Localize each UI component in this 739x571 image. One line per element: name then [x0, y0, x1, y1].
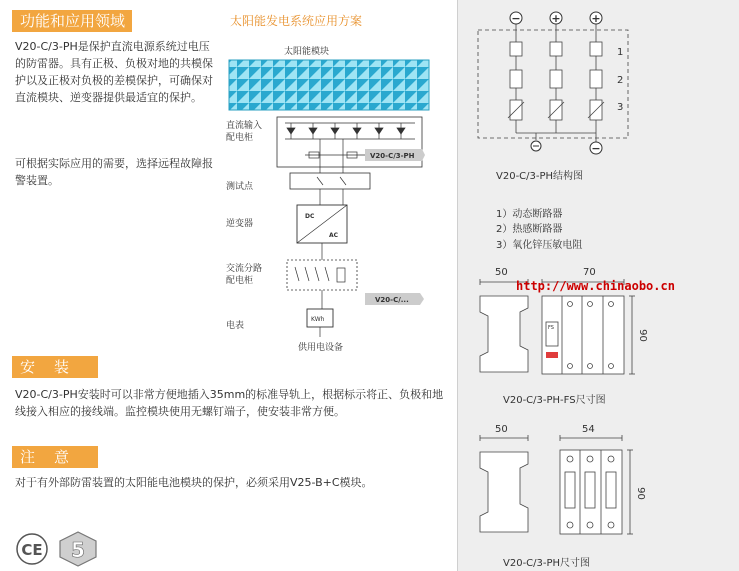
legend-item-1: 1）动态断路器 [496, 209, 563, 220]
ce-mark-icon [16, 533, 48, 565]
product-tag-1: V20-C/3-PH [370, 152, 415, 160]
dc-input-label: 直流输入 [226, 121, 263, 131]
solar-panel [229, 60, 429, 110]
terminal-1-sign: − [511, 12, 521, 25]
ce-mark-text: CE [21, 541, 43, 559]
power-equipment-label: 供用电设备 [298, 343, 344, 353]
note-header: 注 意 [12, 446, 98, 468]
function-text-1: V20-C/3-PH是保护直流电源系统过电压的防雷器。具有正极、负极对地的共模保护以及正极对负极的差模保护，可确保对直流模块、逆变器提供最适宜的保护。 [15, 40, 213, 104]
watermark-url: http://www.chinaobo.cn [516, 279, 675, 293]
inverter-ac: AC [329, 232, 339, 239]
inverter-label: 逆变器 [226, 219, 254, 229]
structure-caption: V20-C/3-PH结构图 [496, 171, 584, 182]
function-header: 功能和应用领域 [12, 10, 132, 32]
structure-num-3: 3 [617, 102, 624, 113]
function-text-2: 可根据实际应用的需要，选择远程故障报警装置。 [15, 157, 213, 187]
terminal-4-sign: − [591, 142, 601, 155]
install-header: 安 装 [12, 356, 98, 378]
product-tag-2: V20-C/... [375, 296, 409, 304]
legend-item-2: 2）热感断路器 [496, 224, 563, 235]
install-text: V20-C/3-PH安装时可以非常方便地插入35mm的标准导轨上，根据标示将正、负极和地线接入相应的接线端。监控模块使用无螺钉端子，使安装非常方便。 [15, 388, 444, 418]
dc-distribution-label: 配电柜 [226, 133, 254, 143]
meter-label: 电表 [226, 321, 245, 331]
fs-dim-90: 90 [636, 329, 648, 342]
std-dim-90: 90 [634, 487, 646, 500]
inverter-dc: DC [305, 213, 315, 220]
note-text: 对于有外部防雷装置的太阳能电池模块的保护，必须采用V25-B+C模块。 [15, 476, 373, 489]
five-year-text: 5 [71, 538, 85, 562]
structure-num-2: 2 [617, 75, 624, 86]
fs-dim-70: 70 [583, 267, 596, 278]
test-point-label: 测试点 [226, 182, 254, 192]
terminal-3-sign: + [591, 12, 601, 25]
structure-num-1: 1 [617, 47, 624, 58]
ac-branch-label: 交流分路 [226, 264, 263, 274]
ac-distribution-label: 配电柜 [226, 276, 254, 286]
std-dimension-drawing [470, 428, 650, 548]
five-year-warranty-icon [58, 531, 98, 567]
std-dim-54: 54 [582, 424, 595, 435]
fs-caption: V20-C/3-PH-FS尺寸图 [503, 395, 606, 406]
solar-system-diagram [225, 55, 450, 350]
std-dim-50: 50 [495, 424, 508, 435]
fs-dim-50: 50 [495, 267, 508, 278]
solar-diagram-title: 太阳能发电系统应用方案 [230, 14, 363, 28]
std-caption: V20-C/3-PH尺寸图 [503, 558, 591, 569]
solar-module-label: 太阳能模块 [284, 47, 330, 57]
structure-diagram [470, 8, 640, 158]
legend-item-3: 3）氧化锌压敏电阻 [496, 240, 583, 251]
meter-kwh: KWh [311, 316, 325, 323]
terminal-2-sign: + [551, 12, 561, 25]
ground-terminal-icon [531, 141, 541, 151]
fs-module-label: FS [548, 325, 554, 331]
